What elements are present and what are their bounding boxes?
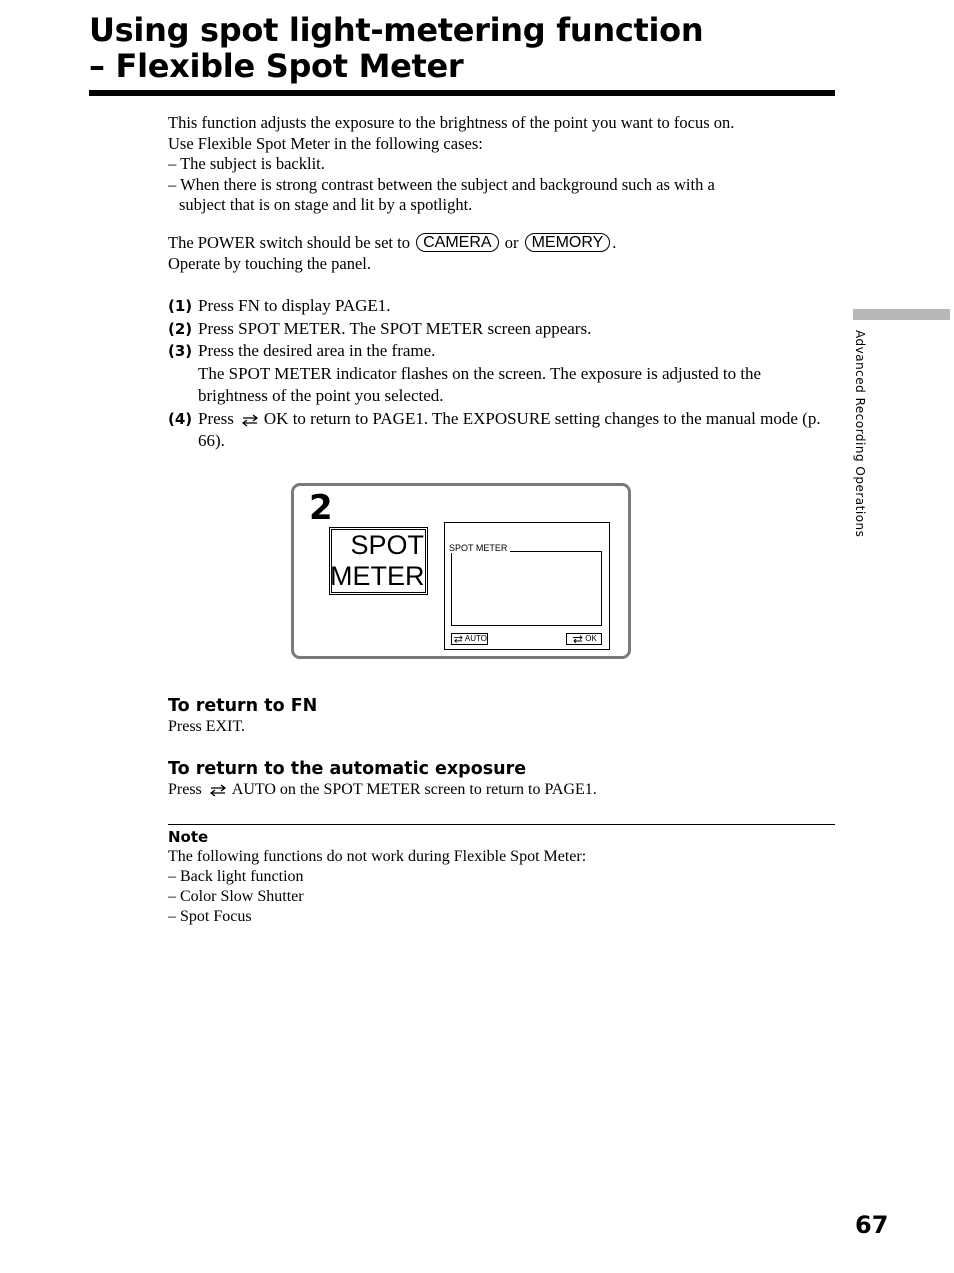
- return-arrow-icon: [208, 783, 228, 797]
- title-rule: [89, 90, 835, 96]
- section-heading: To return to FN: [168, 696, 318, 716]
- power-line: [168, 233, 828, 254]
- step-text-continued: The SPOT METER indicator flashes on the screen. The exposure is adjusted to the brightness of the point you selected.: [198, 363, 762, 405]
- note-line: The following functions do not work during Flexible Spot Meter:: [168, 848, 587, 865]
- page-title: [89, 12, 849, 84]
- touch-panel-illustration: [291, 483, 631, 659]
- spot-meter-button[interactable]: [329, 527, 428, 595]
- step-text: Press FN to display PAGE1.: [198, 296, 391, 315]
- step-text: Press the desired area in the frame.: [198, 341, 436, 360]
- note-line: – Spot Focus: [168, 908, 252, 925]
- page-number: 67: [855, 1211, 889, 1239]
- lcd-ok-button[interactable]: [566, 633, 602, 645]
- intro-line: subject that is on stage and lit by a spotlight.: [179, 195, 473, 214]
- spot-meter-button-label-1: SPOT: [350, 530, 424, 560]
- intro-line: – When there is strong contrast between the subject and background such as with a: [168, 174, 715, 194]
- step-item: [168, 408, 828, 453]
- power-paragraph: [168, 233, 828, 274]
- power-line-2: Operate by touching the panel.: [168, 253, 371, 273]
- return-arrow-icon: [240, 413, 260, 427]
- intro-paragraph: [168, 113, 828, 216]
- memory-mode-label: MEMORY: [525, 233, 611, 252]
- return-auto-section: [168, 758, 828, 800]
- note-line: – Color Slow Shutter: [168, 888, 304, 905]
- note-divider: [168, 824, 835, 825]
- spot-meter-button-label-2: METER: [330, 561, 425, 591]
- step-number: (1): [168, 297, 193, 315]
- press-label: Press: [168, 781, 202, 798]
- title-line-1: Using spot light-metering function: [89, 11, 704, 49]
- lcd-auto-button[interactable]: [451, 633, 488, 645]
- steps-list: [168, 295, 828, 453]
- step-item: [168, 318, 828, 341]
- power-suffix: .: [612, 233, 617, 252]
- step-item: [168, 295, 828, 318]
- intro-line: Use Flexible Spot Meter in the following cases:: [168, 133, 483, 153]
- step-press: Press: [198, 408, 234, 428]
- spot-meter-frame[interactable]: [451, 551, 602, 626]
- title-line-2: – Flexible Spot Meter: [89, 47, 464, 85]
- figure-step-number: 2: [309, 488, 333, 528]
- return-fn-section: [168, 695, 828, 737]
- note-line: – Back light function: [168, 868, 304, 885]
- note-body: [168, 847, 835, 927]
- auto-return-text: AUTO on the SPOT METER screen to return to PAGE1.: [231, 781, 597, 798]
- lcd-ok-label: OK: [585, 634, 597, 643]
- intro-line: This function adjusts the exposure to the brightness of the point you want to focus on.: [168, 113, 735, 132]
- note-section: [168, 827, 835, 927]
- step-number: (4): [168, 409, 193, 428]
- step-number: (2): [168, 319, 193, 338]
- power-or: or: [504, 233, 519, 252]
- return-arrow-icon: [572, 635, 584, 643]
- step-text: OK to return to PAGE1. The EXPOSURE setting changes to the manual mode (p. 66).: [198, 408, 821, 450]
- lcd-screen: [444, 522, 610, 650]
- step-number: (3): [168, 342, 193, 360]
- lcd-spot-meter-label: SPOT METER: [449, 543, 510, 553]
- step-text: Press SPOT METER. The SPOT METER screen appears.: [198, 318, 592, 338]
- section-text: [168, 780, 828, 800]
- section-heading: To return to the automatic exposure: [168, 759, 527, 779]
- lcd-auto-label: AUTO: [464, 634, 487, 643]
- section-tab-bar: [853, 309, 950, 320]
- intro-line: – The subject is backlit.: [168, 154, 325, 173]
- power-prefix: The POWER switch should be set to: [168, 233, 410, 252]
- section-text: Press EXIT.: [168, 718, 246, 735]
- step-item: [168, 340, 828, 408]
- return-arrow-icon: [453, 635, 464, 643]
- section-tab-label: Advanced Recording Operations: [853, 330, 867, 538]
- note-heading: Note: [168, 828, 209, 846]
- camera-mode-label: CAMERA: [416, 233, 498, 252]
